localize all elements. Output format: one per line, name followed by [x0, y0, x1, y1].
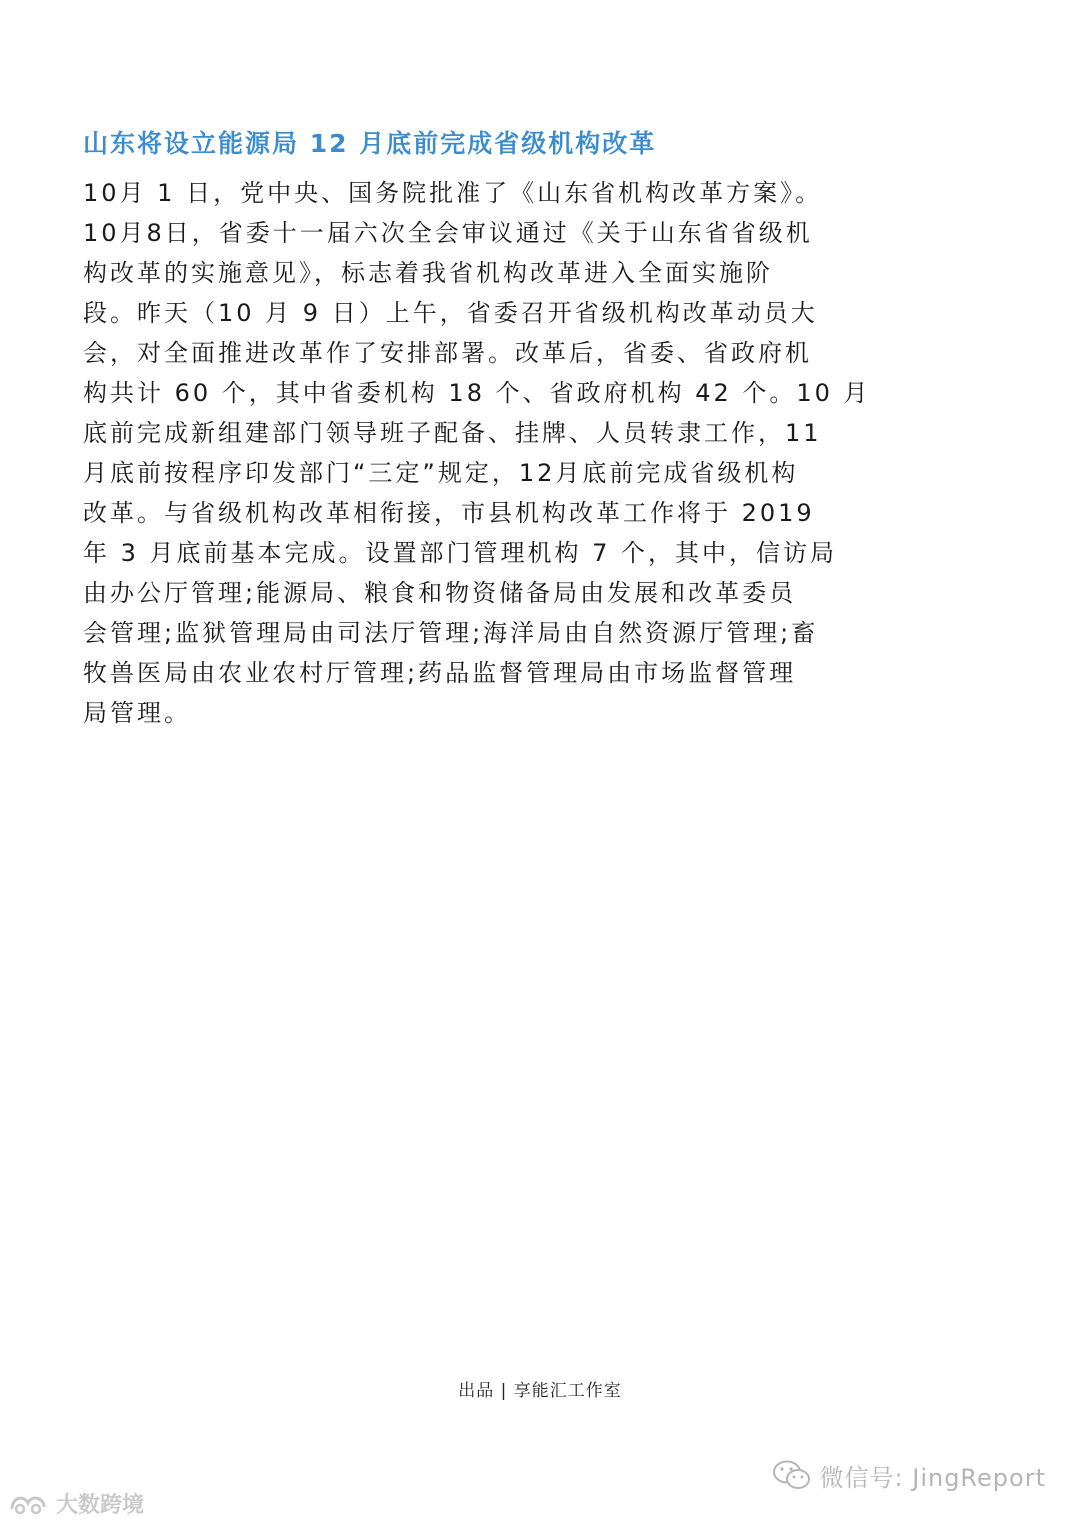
article-line: 由办公厅管理;能源局、粮食和物资储备局由发展和改革委员	[83, 579, 797, 607]
article-line: 月底前按程序印发部门“三定”规定，12月底前完成省级机构	[83, 459, 799, 487]
brand-watermark	[8, 1488, 144, 1519]
article-line: 年 3 月底前基本完成。设置部门管理机构 7 个，其中，信访局	[83, 539, 838, 567]
wechat-id-text: 微信号: JingReport	[819, 1464, 1046, 1492]
article-body	[83, 173, 871, 733]
article-line: 底前完成新组建部门领导班子配备、挂牌、人员转隶工作，11	[83, 419, 822, 447]
article-line: 会管理;监狱管理局由司法厅管理;海洋局由自然资源厅管理;畜	[83, 619, 819, 647]
brand-logo-icon	[8, 1491, 52, 1517]
wechat-watermark	[772, 1458, 1046, 1493]
article-line: 改革。与省级机构改革相衔接，市县机构改革工作将于 2019	[83, 499, 815, 527]
article-line: 局管理。	[83, 699, 191, 727]
footer-credit: 出品 | 享能汇工作室	[458, 1381, 622, 1401]
wechat-icon	[772, 1459, 812, 1493]
article-line: 段。昨天（10 月 9 日）上午，省委召开省级机构改革动员大	[83, 299, 818, 327]
article-line: 10月8日，省委十一届六次全会审议通过《关于山东省省级机	[83, 219, 813, 247]
article-line: 牧兽医局由农业农村厅管理;药品监督管理局由市场监督管理	[83, 659, 797, 687]
article-line: 会，对全面推进改革作了安排部署。改革后，省委、省政府机	[83, 339, 812, 367]
article-title: 山东将设立能源局 12 月底前完成省级机构改革	[83, 129, 657, 158]
article-line: 10月 1 日，党中央、国务院批准了《山东省机构改革方案》。	[83, 179, 823, 207]
brand-text: 大数跨境	[56, 1493, 145, 1518]
article-line: 构共计 60 个，其中省委机构 18 个、省政府机构 42 个。10 月	[83, 379, 871, 407]
article-line: 构改革的实施意见》，标志着我省机构改革进入全面实施阶	[83, 259, 773, 287]
